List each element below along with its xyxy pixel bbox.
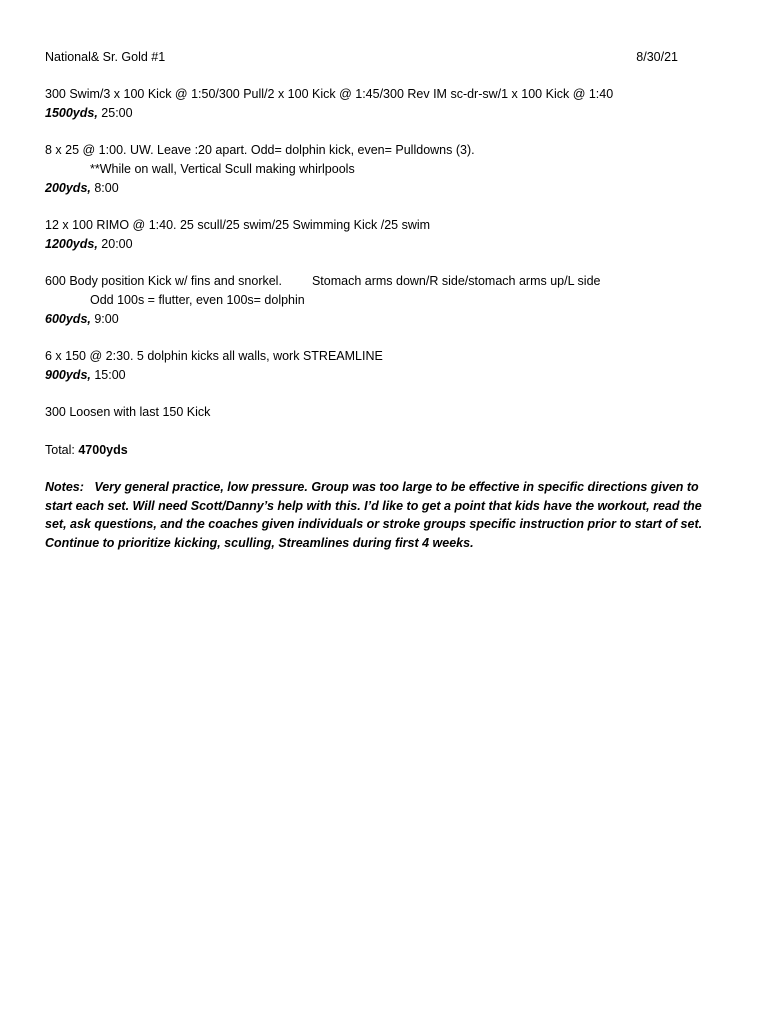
set-yardage-line [45,104,715,123]
set-description: 300 Swim/3 x 100 Kick @ 1:50/300 Pull/2 x 100 Kick @ 1:45/300 Rev IM sc-dr-sw/1 x 100 Kick @ 1:40 [45,87,614,102]
set-aside: Stomach arms down/R side/stomach arms up/L side [311,274,601,289]
document-header [45,48,678,67]
set-description: 8 x 25 @ 1:00. UW. Leave :20 apart. Odd= dolphin kick, even= Pulldowns (3). [45,143,475,158]
notes-label: Notes: [45,480,84,495]
spacer [45,254,715,273]
spacer [45,459,715,478]
total-value: 4700yds [78,442,128,457]
total-line [45,441,715,460]
spacer [45,385,715,404]
set-time: 8:00 [90,180,119,195]
set-1 [45,85,715,122]
practice-title: National& Sr. Gold #1 [45,50,166,64]
total-label: Total: [45,442,79,457]
set-time: 25:00 [97,106,133,121]
practice-date: 8/30/21 [636,50,678,64]
notes-text: Very general practice, low pressure. Group was too large to be effective in specific directions given to start each set. Will need Scott/Danny’s help with this. I’d like to get a point that kids have the workout, read the set, ask questions, and the coaches given individuals or stroke groups specific instruction prior to start of set. Continue to prioritize kicking, sculling, Streamlines during first 4 weeks. [45,480,703,551]
set-yardage-line [45,179,715,198]
loosen-set: 300 Loosen with last 150 Kick [45,405,211,420]
set-3 [45,216,715,253]
set-4 [45,272,715,328]
set-time: 15:00 [90,367,126,382]
set-5 [45,347,715,384]
set-yardage-line [45,366,715,385]
set-time: 9:00 [90,311,119,326]
set-yardage: 600yds, [45,311,91,326]
set-2 [45,141,715,197]
set-yardage-line [45,235,715,254]
document-page [45,48,715,553]
spacer [45,67,715,86]
set-yardage: 1500yds, [45,106,98,121]
set-description-line [45,272,715,291]
set-note: Odd 100s = flutter, even 100s= dolphin [90,293,305,308]
set-yardage: 1200yds, [45,236,98,251]
spacer [45,328,715,347]
set-description: 12 x 100 RIMO @ 1:40. 25 scull/25 swim/25 Swimming Kick /25 swim [45,218,431,233]
set-note: **While on wall, Vertical Scull making whirlpools [90,162,355,177]
spacer [45,198,715,217]
set-yardage: 900yds, [45,367,91,382]
set-description: 6 x 150 @ 2:30. 5 dolphin kicks all walls, work STREAMLINE [45,349,383,364]
set-description: 600 Body position Kick w/ fins and snorkel. [45,274,282,289]
spacer [45,123,715,142]
spacer [45,422,715,441]
practice-notes [45,478,713,553]
set-time: 20:00 [97,236,133,251]
set-yardage-line [45,310,715,329]
set-yardage: 200yds, [45,180,91,195]
